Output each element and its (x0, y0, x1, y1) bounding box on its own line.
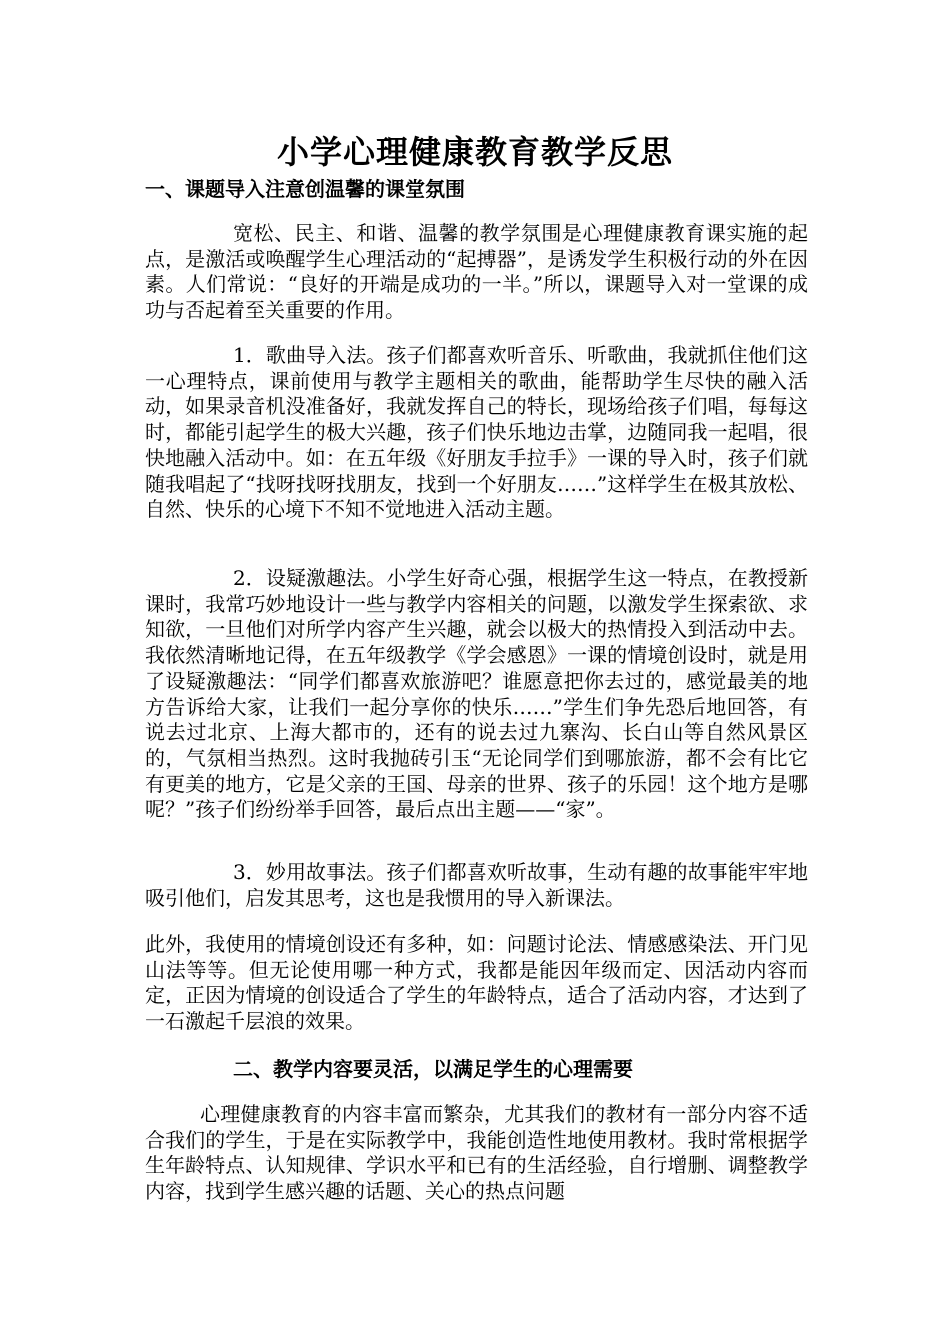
section-heading-2: 二、教学内容要灵活，以满足学生的心理需要 (233, 1057, 633, 1081)
section2-paragraph: 心理健康教育的内容丰富而繁杂，尤其我们的教材有一部分内容不适合我们的学生，于是在实际教学中，我能创造性地使用教材。我时常根据学生年龄特点、认知规律、学识水平和已有的生活经验，自行增删、调整教学内容，找到学生感兴趣的话题、关心的热点问题 (145, 1102, 808, 1204)
method-question-paragraph: 2．设疑激趣法。小学生好奇心强，根据学生这一特点，在教授新课时，我常巧妙地设计一些与教学内容相关的问题，以激发学生探索欲、求知欲，一旦他们对所学内容产生兴趣，就会以极大的热情投入到活动中去。我依然清晰地记得，在五年级教学《学会感恩》一课的情境创设时，就是用了设疑激趣法：“同学们都喜欢旅游吧？谁愿意把你去过的，感觉最美的地方告诉给大家，让我们一起分享你的快乐……”学生们争先恐后地回答，有说去过北京、上海大都市的，还有的说去过九寨沟、长白山等自然风景区的，气氛相当热烈。这时我抛砖引玉“无论同学们到哪旅游，都不会有比它有更美的地方，它是父亲的王国、母亲的世界、孩子的乐园！这个地方是哪呢？”孩子们纷纷举手回答，最后点出主题——“家”。 (145, 566, 808, 822)
section1-intro-paragraph: 宽松、民主、和谐、温馨的教学氛围是心理健康教育课实施的起点，是激活或唤醒学生心理活动的“起搏器”，是诱发学生积极行动的外在因素。人们常说：“良好的开端是成功的一半。”所以，课题导入对一堂课的成功与否起着至关重要的作用。 (145, 221, 808, 323)
section1-summary-paragraph: 此外，我使用的情境创设还有多种，如：问题讨论法、情感感染法、开门见山法等等。但无论使用哪一种方式，我都是能因年级而定、因活动内容而定，正因为情境的创设适合了学生的年龄特点，适合了活动内容，才达到了一石激起千层浪的效果。 (145, 932, 808, 1034)
document-title: 小学心理健康教育教学反思 (276, 133, 673, 171)
method-song-paragraph: 1．歌曲导入法。孩子们都喜欢听音乐、听歌曲，我就抓住他们这一心理特点，课前使用与教学主题相关的歌曲，能帮助学生尽快的融入活动，如果录音机没准备好，我就发挥自己的特长，现场给孩子们唱，每每这时，都能引起学生的极大兴趣，孩子们快乐地边击掌，边随同我一起唱，很快地融入活动中。如：在五年级《好朋友手拉手》一课的导入时，孩子们就随我唱起了“找呀找呀找朋友，找到一个好朋友……”这样学生在极其放松、自然、快乐的心境下不知不觉地进入活动主题。 (145, 343, 808, 522)
section-heading-1: 一、课题导入注意创温馨的课堂氛围 (145, 177, 465, 201)
method-story-paragraph: 3．妙用故事法。孩子们都喜欢听故事，生动有趣的故事能牢牢地吸引他们，启发其思考，这也是我惯用的导入新课法。 (145, 860, 808, 910)
